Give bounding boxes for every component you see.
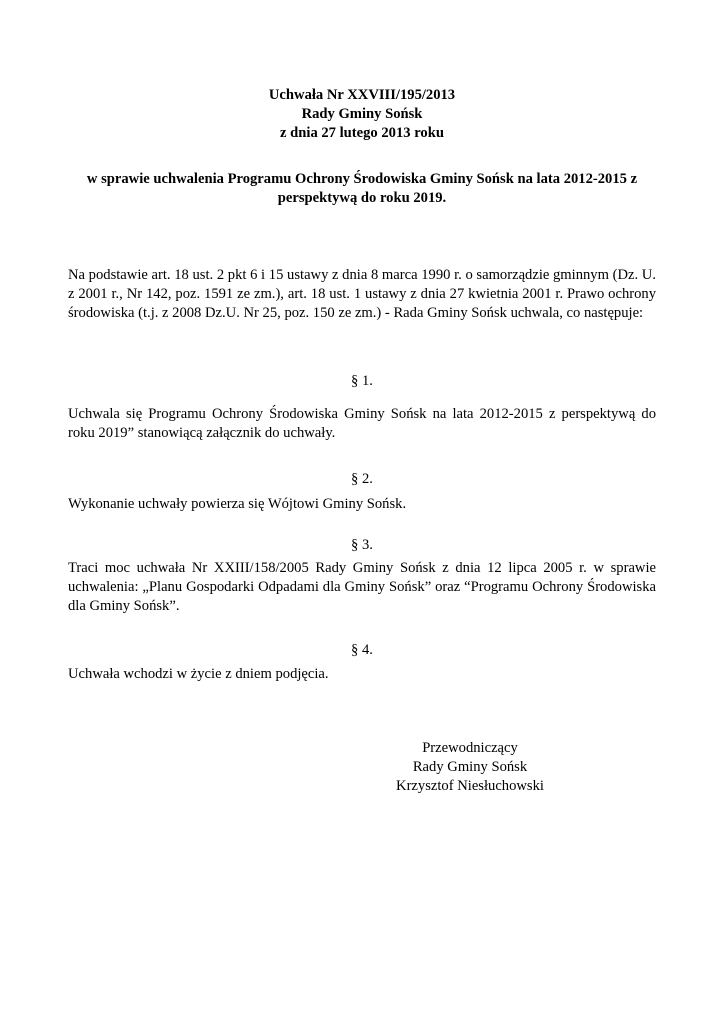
resolution-header [0, 86, 724, 143]
signature-block [380, 739, 560, 796]
paragraph-4-text: Uchwała wchodzi w życie z dniem podjęcia. [68, 666, 329, 682]
signature-body: Rady Gminy Sońsk [412, 759, 528, 775]
paragraph-3-mark: § 3. [351, 537, 373, 553]
resolution-date: z dnia 27 lutego 2013 roku [280, 125, 444, 141]
paragraph-4-mark: § 4. [351, 642, 373, 658]
paragraph-2-text: Wykonanie uchwały powierza się Wójtowi Gminy Sońsk. [68, 496, 407, 512]
signature-name: Krzysztof Niesłuchowski [396, 778, 544, 794]
paragraph-3-text: Traci moc uchwała Nr XXIII/158/2005 Rady Gminy Sońsk z dnia 12 lipca 2005 r. w sprawie uchwalenia: „Planu Gospodarki Odpadami dla Gminy Sońsk” oraz “Programu Ochrony Środowiska dla Gminy Sońsk”. [68, 560, 656, 614]
paragraph-2-mark: § 2. [351, 471, 373, 487]
resolution-council: Rady Gminy Sońsk [301, 106, 423, 122]
resolution-subject: w sprawie uchwalenia Programu Ochrony Środowiska Gminy Sońsk na lata 2012-2015 z perspektywą do roku 2019. [86, 171, 638, 206]
resolution-number: Uchwała Nr XXVIII/195/2013 [268, 87, 456, 103]
signature-role: Przewodniczący [422, 740, 518, 756]
preamble-text: Na podstawie art. 18 ust. 2 pkt 6 i 15 ustawy z dnia 8 marca 1990 r. o samorządzie gminnym (Dz. U. z 2001 r., Nr 142, poz. 1591 ze zm.), art. 18 ust. 1 ustawy z dnia 27 kwietnia 2001 r. Prawo ochrony środowiska (t.j. z 2008 Dz.U. Nr 25, poz. 150 ze zm.) - Rada Gminy Sońsk uchwala, co następuje: [68, 267, 656, 321]
paragraph-1-text: Uchwala się Programu Ochrony Środowiska Gminy Sońsk na lata 2012-2015 z perspektywą do roku 2019” stanowiącą załącznik do uchwały. [68, 406, 656, 441]
paragraph-1-mark: § 1. [351, 373, 373, 389]
